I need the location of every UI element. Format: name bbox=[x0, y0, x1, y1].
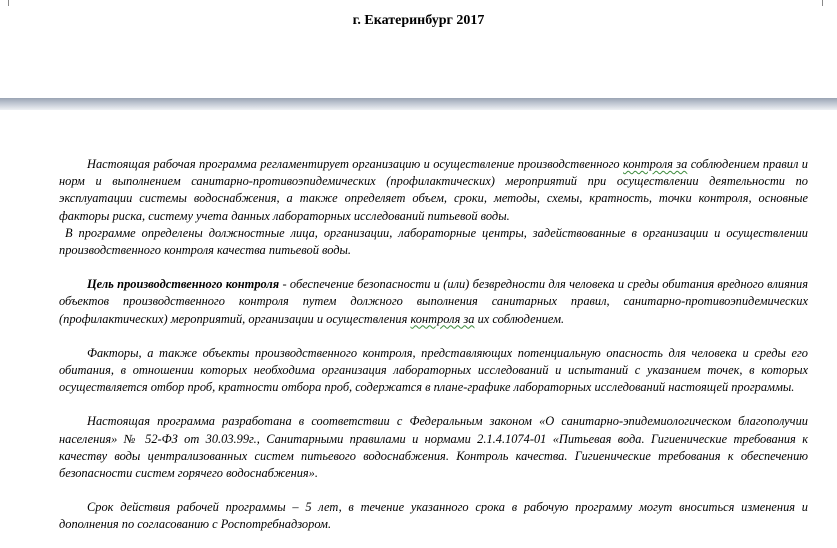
document-page bbox=[0, 110, 837, 548]
paragraph-goal-text-b: их соблюдением. bbox=[474, 311, 565, 326]
goal-heading: Цель производственного контроля bbox=[87, 277, 280, 292]
paragraph-factors: Факторы, а также объекты производственного контроля, представляющих потенциальную опасность для человека и среды его обитания, в отношении которых необходима организация лабораторных исследований и испытаний с указанием точек, в которых осуществляется отбор проб, кратности отбора проб, содержатся в плане-графике лабораторных исследований настоящей программы. bbox=[59, 345, 808, 395]
city-year-heading: г. Екатеринбург 2017 bbox=[352, 13, 485, 28]
margin-marker-left bbox=[8, 0, 9, 6]
document-body[interactable] bbox=[59, 156, 808, 534]
paragraph-spacer bbox=[59, 259, 808, 276]
paragraph-spacer bbox=[59, 328, 808, 345]
paragraph-scope-text-a: Настоящая рабочая программа регламентирует организацию и осуществление производственного bbox=[87, 157, 624, 171]
paragraph-goal-text-a: - обеспечение безопасности и (или) безвредности для человека и среды обитания вредного влияния объектов производственного контроля путем должного выполнения санитарных правил, санитарно-противоэпидемических (профилактических) мероприятий, организации и осуществления bbox=[59, 277, 808, 326]
page-separator bbox=[0, 98, 837, 110]
paragraph-spacer bbox=[59, 396, 808, 413]
margin-marker-right bbox=[822, 0, 823, 6]
grammar-flag: контроля за bbox=[410, 311, 475, 326]
previous-page-bottom bbox=[0, 0, 837, 98]
paragraph-legal-basis: Настоящая программа разработана в соответствии с Федеральным законом «О санитарно-эпидемиологическом благополучии населения» № 52-ФЗ от 30.03.99г., Санитарными правилами и нормами 2.1.4.1074-01 «Питьевая вода. Гигиенические требования к качеству воды централизованных систем питьевого водоснабжения. Контроль качества. Гигиенические требования к обеспечению безопасности систем горячего водоснабжения». bbox=[59, 414, 808, 481]
paragraph-scope-text-b: соблюдением правил и норм и выполнением санитарно-противоэпидемических (профилактических) мероприятий при осуществлении деятельности по эксплуатации системы водоснабжения, а также определяет объем, сроки, методы, схемы, кратность, точки контроля, основные факторы риска, систему учета данных лабораторных исследований питьевой воды. bbox=[59, 157, 808, 223]
paragraph-responsibles: В программе определены должностные лица, организации, лабораторные центры, задействованные в организации и осуществлении производственного контроля качества питьевой воды. bbox=[59, 225, 808, 258]
paragraph-validity: Срок действия рабочей программы – 5 лет, в течение указанного срока в рабочую программу могут вноситься изменения и дополнения по согласованию с Роспотребнадзором. bbox=[59, 500, 808, 532]
grammar-flag: контроля за bbox=[623, 157, 688, 171]
paragraph-spacer bbox=[59, 482, 808, 499]
paragraph-goal bbox=[59, 276, 808, 328]
paragraph-scope bbox=[59, 156, 808, 225]
